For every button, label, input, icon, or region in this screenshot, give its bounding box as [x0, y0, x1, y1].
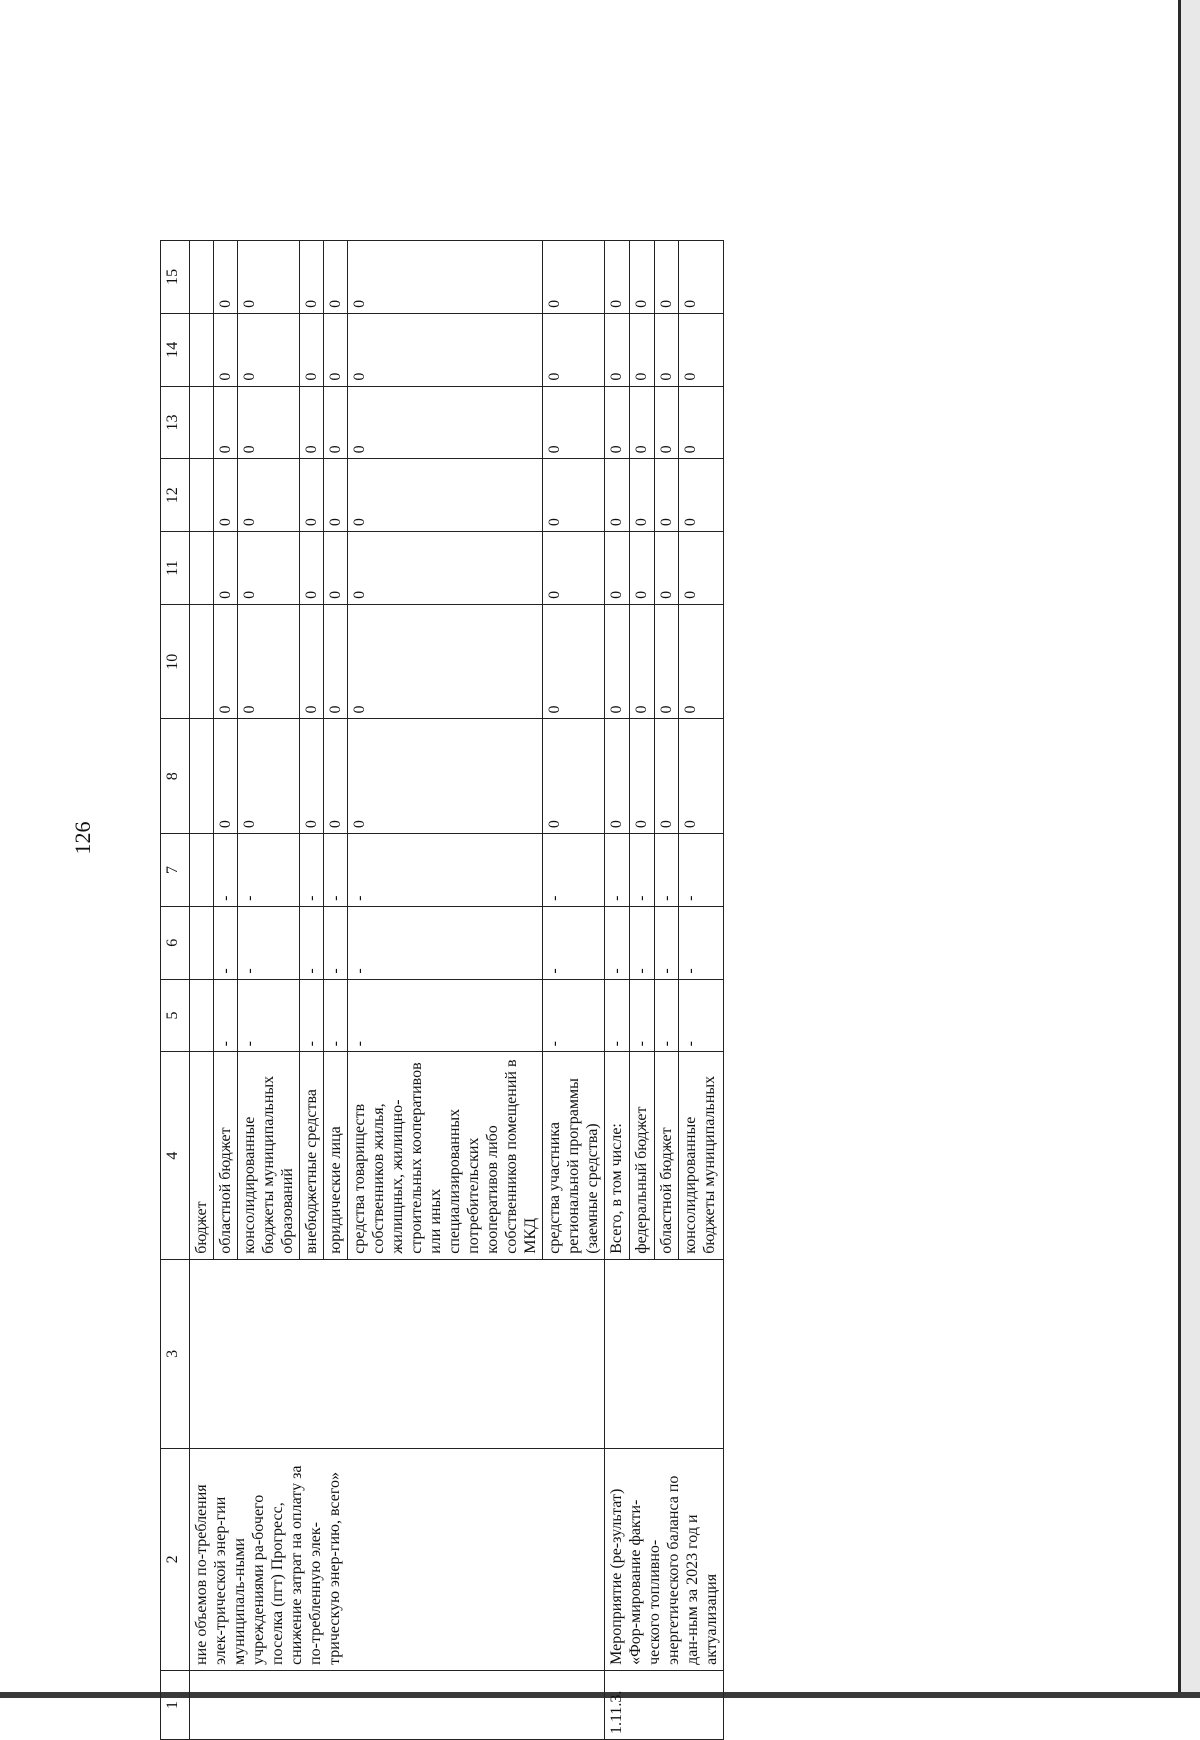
scan-right-edge	[1178, 0, 1200, 1698]
value-cell: 0	[238, 313, 300, 386]
value-cell	[190, 313, 214, 386]
value-cell: 0	[324, 241, 348, 314]
value-cell: 0	[238, 532, 300, 605]
value-cell: -	[324, 834, 348, 907]
value-cell: 0	[238, 719, 300, 834]
value-cell: -	[605, 979, 630, 1052]
funding-source-cell: внебюджетные средства	[300, 1052, 324, 1259]
column-number-row	[161, 241, 190, 1740]
col-header: 5	[161, 979, 190, 1052]
value-cell: 0	[654, 241, 679, 314]
value-cell: -	[300, 834, 324, 907]
value-cell: -	[543, 834, 605, 907]
value-cell	[190, 834, 214, 907]
value-cell: 0	[605, 241, 630, 314]
value-cell: 0	[679, 532, 724, 605]
funding-source-cell: консолидированные бюджеты муниципальных	[679, 1052, 724, 1259]
value-cell: 0	[679, 386, 724, 459]
value-cell: 0	[605, 459, 630, 532]
value-cell: 0	[543, 459, 605, 532]
value-cell: 0	[654, 604, 679, 719]
value-cell: 0	[654, 313, 679, 386]
rotated-table-container	[160, 120, 724, 1740]
col-header: 7	[161, 834, 190, 907]
value-cell: 0	[348, 313, 543, 386]
value-cell: 0	[543, 532, 605, 605]
col-header: 10	[161, 604, 190, 719]
funding-source-cell: средства товариществ собственников жилья, жилищных, жилищно-строительных кооперативов или иных специализированных потребительских кооперативов либо собственников помещений в МКД	[348, 1052, 543, 1259]
value-cell: -	[300, 906, 324, 979]
funding-source-cell: областной бюджет	[214, 1052, 238, 1259]
value-cell: 0	[605, 532, 630, 605]
value-cell: 0	[629, 241, 654, 314]
value-cell: 0	[300, 719, 324, 834]
value-cell: 0	[214, 241, 238, 314]
value-cell: 0	[324, 386, 348, 459]
value-cell: 0	[543, 719, 605, 834]
value-cell: 0	[348, 604, 543, 719]
value-cell: 0	[324, 604, 348, 719]
value-cell: 0	[214, 604, 238, 719]
value-cell: -	[238, 834, 300, 907]
col-header: 1	[161, 1670, 190, 1739]
executor-cell	[605, 1259, 724, 1448]
value-cell: -	[543, 979, 605, 1052]
value-cell: -	[214, 834, 238, 907]
value-cell: 0	[629, 386, 654, 459]
value-cell: 0	[324, 532, 348, 605]
value-cell: -	[629, 834, 654, 907]
value-cell: 0	[543, 604, 605, 719]
value-cell: 0	[238, 386, 300, 459]
value-cell	[190, 906, 214, 979]
value-cell: -	[605, 834, 630, 907]
budget-table	[160, 240, 724, 1740]
value-cell: 0	[238, 241, 300, 314]
col-header: 8	[161, 719, 190, 834]
value-cell: 0	[300, 313, 324, 386]
value-cell: -	[324, 906, 348, 979]
value-cell: 0	[654, 459, 679, 532]
row-number-cell	[190, 1670, 605, 1739]
value-cell: 0	[629, 313, 654, 386]
value-cell: -	[348, 834, 543, 907]
value-cell: -	[348, 979, 543, 1052]
value-cell: 0	[214, 313, 238, 386]
value-cell: 0	[214, 719, 238, 834]
value-cell: -	[348, 906, 543, 979]
value-cell: 0	[679, 604, 724, 719]
table-body	[190, 241, 724, 1740]
value-cell: -	[238, 979, 300, 1052]
value-cell: 0	[214, 459, 238, 532]
value-cell: -	[543, 906, 605, 979]
value-cell: -	[679, 979, 724, 1052]
value-cell: -	[214, 979, 238, 1052]
value-cell: 0	[348, 719, 543, 834]
value-cell	[190, 459, 214, 532]
value-cell: 0	[679, 459, 724, 532]
funding-source-cell: средства участника региональной программы (заемные средства)	[543, 1052, 605, 1259]
col-header: 11	[161, 532, 190, 605]
value-cell	[190, 979, 214, 1052]
value-cell	[190, 604, 214, 719]
value-cell: 0	[543, 241, 605, 314]
value-cell: 0	[629, 719, 654, 834]
col-header: 6	[161, 906, 190, 979]
value-cell	[190, 241, 214, 314]
value-cell: 0	[238, 604, 300, 719]
value-cell	[190, 386, 214, 459]
value-cell: 0	[300, 459, 324, 532]
activity-cell: ние объемов по-требления элек-трической энер-гии муниципаль-ными учреждениями ра-бочего поселка (пгт) Прогресс, снижение затрат на оплату за по-требленную элек-трическую энер-гию, всего»	[190, 1448, 605, 1670]
value-cell: 0	[605, 604, 630, 719]
value-cell	[190, 532, 214, 605]
funding-source-cell: юридические лица	[324, 1052, 348, 1259]
col-header: 12	[161, 459, 190, 532]
page-number: 126	[70, 821, 95, 855]
executor-cell	[190, 1259, 605, 1448]
value-cell: 0	[324, 719, 348, 834]
value-cell: 0	[348, 459, 543, 532]
funding-source-cell: Всего, в том числе:	[605, 1052, 630, 1259]
value-cell: 0	[605, 386, 630, 459]
value-cell: -	[654, 979, 679, 1052]
value-cell: 0	[348, 386, 543, 459]
col-header: 3	[161, 1259, 190, 1448]
value-cell: 0	[605, 313, 630, 386]
value-cell: 0	[300, 604, 324, 719]
value-cell: 0	[629, 532, 654, 605]
value-cell: 0	[543, 313, 605, 386]
value-cell: 0	[348, 532, 543, 605]
value-cell: 0	[629, 459, 654, 532]
funding-source-cell: областной бюджет	[654, 1052, 679, 1259]
value-cell: 0	[238, 459, 300, 532]
value-cell: 0	[654, 532, 679, 605]
value-cell: -	[605, 906, 630, 979]
value-cell: 0	[348, 241, 543, 314]
col-header: 15	[161, 241, 190, 314]
funding-source-cell: консолидированные бюджеты муниципальных образований	[238, 1052, 300, 1259]
value-cell: -	[629, 979, 654, 1052]
table-row	[605, 241, 630, 1740]
value-cell	[190, 719, 214, 834]
value-cell: -	[214, 906, 238, 979]
value-cell: -	[679, 906, 724, 979]
value-cell: 0	[679, 241, 724, 314]
value-cell: -	[654, 906, 679, 979]
col-header: 13	[161, 386, 190, 459]
funding-source-cell: федеральный бюджет	[629, 1052, 654, 1259]
value-cell: 0	[654, 386, 679, 459]
value-cell: -	[654, 834, 679, 907]
activity-cell: Мероприятие (ре-зультат) «Фор-мирование факти-ческого топливно-энергетического баланса по дан-ным за 2023 год и актуализация	[605, 1448, 724, 1670]
row-number-cell: 1.11.3.	[605, 1670, 724, 1739]
value-cell: 0	[300, 386, 324, 459]
value-cell: 0	[654, 719, 679, 834]
value-cell: 0	[300, 532, 324, 605]
col-header: 2	[161, 1448, 190, 1670]
value-cell: 0	[214, 532, 238, 605]
value-cell: 0	[543, 386, 605, 459]
value-cell: 0	[629, 604, 654, 719]
value-cell: 0	[300, 241, 324, 314]
value-cell: -	[324, 979, 348, 1052]
col-header: 4	[161, 1052, 190, 1259]
col-header: 14	[161, 313, 190, 386]
value-cell: 0	[679, 313, 724, 386]
value-cell: -	[238, 906, 300, 979]
table-row	[190, 241, 214, 1740]
value-cell: 0	[324, 459, 348, 532]
value-cell: -	[629, 906, 654, 979]
value-cell: -	[300, 979, 324, 1052]
funding-source-cell: бюджет	[190, 1052, 214, 1259]
value-cell: 0	[324, 313, 348, 386]
value-cell: -	[679, 834, 724, 907]
value-cell: 0	[605, 719, 630, 834]
value-cell: 0	[214, 386, 238, 459]
value-cell: 0	[679, 719, 724, 834]
